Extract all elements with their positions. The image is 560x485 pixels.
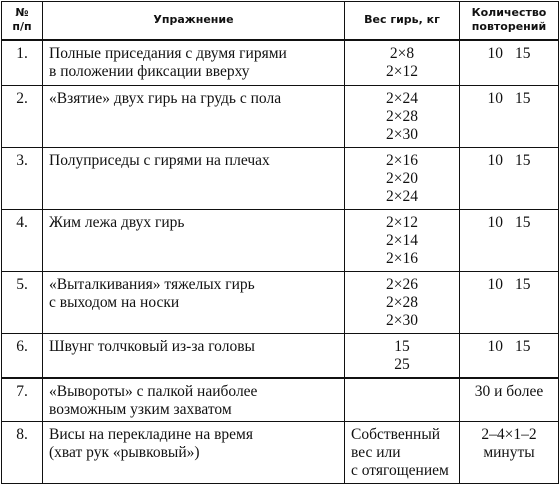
reps-max: 15 bbox=[515, 44, 531, 62]
row-number: 6. bbox=[2, 334, 43, 378]
exercise-text: «Выталкивания» тяжелых гирь bbox=[49, 276, 255, 293]
table-row bbox=[2, 86, 559, 148]
row-number: 8. bbox=[2, 422, 43, 484]
exercise-text: (хват рук «рывковый») bbox=[49, 444, 200, 461]
exercise-cell bbox=[43, 86, 345, 148]
weight-value: 2×24 bbox=[386, 188, 418, 205]
weight-value: 2×28 bbox=[386, 294, 418, 311]
exercise-text: Швунг толчковый из-за головы bbox=[49, 338, 255, 355]
table-row bbox=[2, 210, 559, 272]
reps-max: 15 bbox=[515, 276, 531, 293]
weight-cell bbox=[345, 272, 460, 334]
table-row bbox=[2, 422, 559, 484]
weight-value: 2×16 bbox=[386, 152, 418, 169]
header-number-symbol: № bbox=[15, 6, 29, 20]
header-number-abbr: п/п bbox=[12, 20, 32, 34]
exercise-text: Полные приседания с двумя гирями bbox=[49, 44, 287, 62]
exercise-cell bbox=[43, 422, 345, 484]
reps-max: 15 bbox=[515, 90, 531, 107]
reps-cell bbox=[460, 422, 559, 484]
weight-value: с отягощением bbox=[351, 462, 449, 479]
header-weight: Вес гирь, кг bbox=[345, 2, 460, 40]
exercise-cell bbox=[43, 210, 345, 272]
exercise-cell bbox=[43, 334, 345, 378]
header-reps-line1: Количество bbox=[471, 6, 547, 20]
exercise-text: с выходом на носки bbox=[49, 294, 180, 311]
reps-cell bbox=[460, 148, 559, 210]
exercise-cell bbox=[43, 378, 345, 422]
exercise-text: в положении фиксации вверху bbox=[49, 62, 250, 80]
weight-value: 2×20 bbox=[386, 170, 418, 187]
exercise-text: Жим лежа двух гирь bbox=[49, 214, 185, 231]
weight-cell bbox=[345, 334, 460, 378]
table-row bbox=[2, 40, 559, 86]
weight-value: 2×28 bbox=[386, 108, 418, 125]
row-number: 2. bbox=[2, 86, 43, 148]
table-row bbox=[2, 334, 559, 378]
reps-min: 10 bbox=[487, 338, 503, 355]
reps-cell bbox=[460, 210, 559, 272]
row-number: 4. bbox=[2, 210, 43, 272]
exercise-cell bbox=[43, 272, 345, 334]
header-exercise: Упражнение bbox=[43, 2, 345, 40]
reps-cell bbox=[460, 334, 559, 378]
weight-value: 2×14 bbox=[386, 232, 418, 249]
reps-cell bbox=[460, 272, 559, 334]
reps-min: 10 bbox=[487, 214, 503, 231]
reps-cell bbox=[460, 378, 559, 422]
exercise-text: Полуприседы с гирями на плечах bbox=[49, 152, 270, 169]
reps-max: 15 bbox=[515, 152, 531, 169]
reps-min: 10 bbox=[487, 44, 503, 62]
exercise-text: «Взятие» двух гирь на грудь с пола bbox=[49, 90, 282, 107]
exercise-text: «Вывороты» с палкой наиболее bbox=[49, 382, 258, 400]
reps-min: 10 bbox=[487, 152, 503, 169]
row-number: 3. bbox=[2, 148, 43, 210]
exercise-text: Висы на перекладине на время bbox=[49, 426, 253, 443]
exercise-cell bbox=[43, 148, 345, 210]
weight-value: Собственный bbox=[351, 426, 441, 443]
weight-value: 2×12 bbox=[386, 62, 418, 80]
reps-max: 15 bbox=[515, 338, 531, 355]
weight-value: 2×30 bbox=[386, 312, 418, 329]
weight-value: 25 bbox=[394, 356, 410, 373]
reps-value: 30 и более bbox=[474, 382, 544, 400]
weight-value: 2×30 bbox=[386, 126, 418, 143]
reps-cell bbox=[460, 86, 559, 148]
weight-value: 2×8 bbox=[389, 44, 415, 62]
reps-value: 2–4×1–2 bbox=[481, 426, 537, 443]
weight-value: 15 bbox=[394, 338, 410, 355]
header-row bbox=[2, 2, 559, 40]
reps-max: 15 bbox=[515, 214, 531, 231]
weight-cell bbox=[345, 148, 460, 210]
exercise-cell bbox=[43, 40, 345, 86]
row-number: 5. bbox=[2, 272, 43, 334]
weight-value: 2×26 bbox=[386, 276, 418, 293]
weight-value: 2×24 bbox=[386, 90, 418, 107]
weight-cell bbox=[345, 210, 460, 272]
row-number: 1. bbox=[2, 40, 43, 86]
reps-cell bbox=[460, 40, 559, 86]
exercise-text: возможным узким захватом bbox=[49, 400, 232, 418]
row-number: 7. bbox=[2, 378, 43, 422]
table-row bbox=[2, 148, 559, 210]
weight-cell bbox=[345, 422, 460, 484]
header-reps-line2: повторений bbox=[471, 20, 547, 34]
reps-min: 10 bbox=[487, 276, 503, 293]
header-reps bbox=[460, 2, 559, 40]
table-row bbox=[2, 378, 559, 422]
weight-cell bbox=[345, 86, 460, 148]
reps-value: минуты bbox=[483, 444, 535, 461]
header-number bbox=[2, 2, 43, 40]
weight-value: 2×16 bbox=[386, 250, 418, 267]
weight-value: вес или bbox=[351, 444, 401, 461]
reps-min: 10 bbox=[487, 90, 503, 107]
exercise-table bbox=[1, 1, 559, 484]
weight-value: 2×12 bbox=[386, 214, 418, 231]
weight-cell-empty bbox=[345, 378, 460, 422]
weight-cell bbox=[345, 40, 460, 86]
table-row bbox=[2, 272, 559, 334]
